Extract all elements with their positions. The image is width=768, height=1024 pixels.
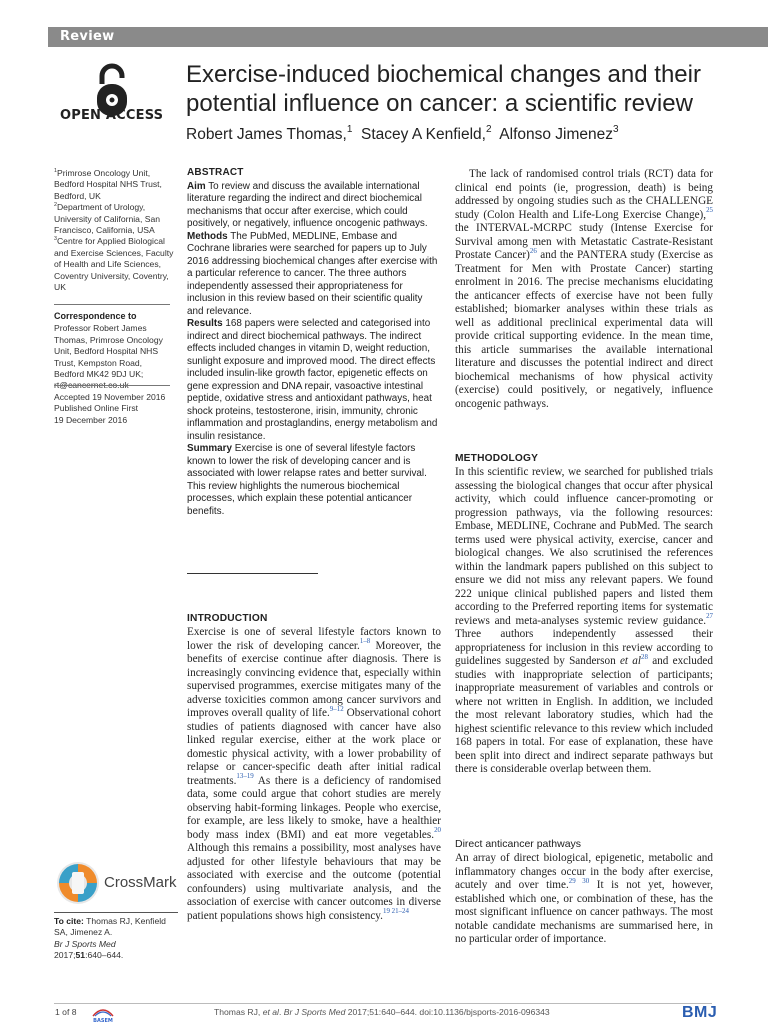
abstract-summary: Summary Exercise is one of several lifestyle factors known to lower the risk of developing cancer and is associated with lower relapse rates and better survival. This review highlights the numerous biochemical processes, which explain these potential anticancer benefits. [187, 443, 427, 517]
reference-link[interactable]: 13–19 [236, 772, 254, 781]
section-label: Review [60, 29, 115, 44]
introduction-heading: INTRODUCTION [187, 613, 268, 624]
accepted-date: Accepted 19 November 2016 [54, 392, 166, 402]
intro-continued-paragraph: The lack of randomised control trials (RCT) data for clinical end points (ie, progression, death) is being addressed by ongoing studies such as the CHALLENGE study (Colon Health and Life-Long Exercise Change),$^{25}$ the INTERVAL-MCRPC study (Intense Exercise for Survival among men with Metastatic Castrate-Resistant Prostate Cancer)$^{26}$ and the PANTERA study (Exercise as Treatment for Men with Prostate Cancer) starting enrolment in 2016. The precise mechanisms elucidating the anticancer effects of exercise have not been fully established; biomarker analyses within these trials as well as additional preclinical experimental data will provide critical supporting evidence. In the mean time, this article summarises the available international literature and discusses the potential indirect and direct biochemical mechanisms of how physical activity (exercise) could positively, or negatively, influence oncogenic pathways. [455, 168, 713, 410]
article-dates [54, 392, 174, 426]
section-header-bar [48, 27, 768, 47]
author-name[interactable]: Robert James Thomas, [186, 126, 347, 143]
abstract [187, 167, 440, 518]
sidebar-divider [54, 304, 170, 305]
svg-text:BASEM: BASEM [93, 1018, 113, 1024]
intro-continued [455, 168, 713, 411]
crossmark-label[interactable]: CrossMark [104, 874, 177, 891]
reference-link[interactable]: 19 21–24 [382, 907, 409, 916]
abstract-methods: Methods The PubMed, MEDLINE, Embase and Cochrane libraries were searched for papers up to July 2016 addressing biochemical changes after exercise with a particular reference to cancer. The three authors independently assessed their appropriateness for inclusion in this review based on their scientific quality and relevance. [187, 230, 438, 317]
published-label: Published Online First [54, 403, 139, 414]
affiliation-item: $^1$Primrose Oncology Unit, Bedford Hospital NHS Trust, Bedford, UK [54, 167, 162, 201]
cite-authors: Thomas RJ, Kenfield SA, Jimenez A. [54, 916, 166, 938]
reference-link[interactable]: 9–12 [329, 704, 344, 713]
footer-divider [54, 1003, 712, 1004]
affiliations [54, 168, 174, 293]
published-date: 19 December 2016 [54, 414, 128, 425]
direct-pathways-paragraph: An array of direct biological, epigenetic, metabolic and inflammatory changes occur in the body after exercise, acutely and over time.$^{29 30}$ It is not yet, however, established which one, or combination of these, has the most significant influence on cancer pathways. The most notable candidate mechanisms are summarised here, in no particular order of importance. [455, 852, 714, 945]
reference-link[interactable]: 1–8 [359, 637, 371, 646]
cite-heading: To cite: [54, 916, 84, 926]
author-name[interactable]: Alfonso Jimenez [499, 126, 614, 143]
doi-link[interactable]: 2017;51:640–644. doi:10.1136/bjsports-2016-096343 [345, 1007, 550, 1017]
cite-volume: 51 [75, 950, 86, 961]
article-title: Exercise-induced biochemical changes and their potential influence on cancer: a scientific review [186, 61, 701, 117]
bmj-logo[interactable]: BMJ [682, 1004, 718, 1021]
reference-link[interactable]: 25 [706, 206, 713, 215]
correspondence [54, 311, 174, 392]
affiliation-marker: 3 [613, 123, 619, 135]
introduction-paragraph: Exercise is one of several lifestyle factors known to lower the risk of developing cancer.$^{1-8}$ Moreover, the benefits of exercise continue after diagnosis. There is increasingly convincing evidence that, especially within supervised programmes, exercise mitigates many of the adverse toxicities common among cancer survivors and improves overall quality of life.$^{9-12}$ Observational cohort studies of patients diagnosed with cancer have also linked regular exercise, either at the work place or domestic physical activity, with a lower probability of relapse or cancer-specific death after initial radical treatments.$^{13-19}$ As there is a deficiency of randomised data, some could argue that cohort studies are merely observing habit-forming linkages. People who exercise, for example, are less likely to smoke, have a healthier body mass index (BMI) and eat more vegetables.$^{20}$ Although this remains a possibility, most analyses have adjusted for other lifestyle behaviours that may be associated with exercise and the outcome (potential confounders) using multivariate analysis, and the association of exercise with cancer outcomes in diverse patient populations shows high consistency.$^{19 21-24}$ [187, 626, 442, 922]
citation-box: To cite: Thomas RJ, Kenfield SA, Jimenez A. Br J Sports Med 2017;51:640–644. [54, 912, 178, 962]
correspondence-text[interactable]: Professor Robert James Thomas, Primrose Oncology Unit, Bedford Hospital NHS Trust, Kempston Road, Bedford MK42 9DJ UK; [54, 323, 163, 380]
author-name[interactable]: Stacey A Kenfield, [361, 126, 486, 143]
affiliation-item: $^2$Department of Urology, University of California, San Francisco, California, USA [54, 201, 161, 236]
cite-journal: Br J Sports Med [54, 938, 116, 949]
affiliation-marker: 2 [485, 123, 492, 135]
page-number: 1 of 8 [55, 1007, 77, 1017]
affiliation-item: $^3$Centre for Applied Biological and Exercise Sciences, Faculty of Health and Life Sciences, Coventry University, Coventry, UK [54, 236, 174, 293]
basem-logo-icon [88, 1004, 118, 1024]
reference-link[interactable]: 29 30 [568, 876, 590, 885]
abstract-aim: Aim To review and discuss the available international literature regarding the indirect and direct biochemical mechanisms that occur after exercise, which could positively, or negatively, influence oncogenic pathways. [187, 180, 428, 229]
reference-link[interactable]: 28 [641, 652, 648, 661]
direct-pathways-section [455, 838, 713, 947]
reference-link[interactable]: 20 [434, 826, 441, 835]
abstract-divider [187, 573, 318, 574]
footer-citation: Thomas RJ, et al. Br J Sports Med 2017;51:640–644. doi:10.1136/bjsports-2016-096343 [214, 1007, 550, 1017]
reference-link[interactable]: 26 [529, 246, 537, 255]
open-access-label: OPEN ACCESS [60, 108, 164, 123]
introduction-section [187, 613, 441, 923]
methodology-paragraph: In this scientific review, we searched for published trials assessing the biological changes that occur after physical activity, which could influence cancer-promoting or progression pathways, via the following resources: Embase, MEDLINE, Cochrane and PubMed. The search terms used were physical activity, exercise, cancer and biological changes. We also scrutinised the references within the landmark papers published on this subject to ensure we did not miss any relevant papers. We found 222 unique clinical published papers and listed them according to the Preferred reporting items for systematic reviews and meta-analyses systemic review guidance.$^{27}$ Three authors independently assessed their appropriateness for inclusion in this review according to guidelines suggested by Sanderson et al$^{28}$ and excluded studies with inappropriate selection of participants; inappropriate measurement of variables and controls or where not written in English. In addition, we included the most relevant laboratory studies, which had the highest scientific relevance to this review which included 168 papers in total. For ease of explanation, these have been split into direct and indirect separate pathways but there is considerable overlap between them. [455, 466, 713, 775]
reference-link[interactable]: 27 [706, 612, 713, 621]
abstract-results: Results 168 papers were selected and categorised into indirect and direct biochemical pathways. The indirect effects included changes in vitamin D, weight reduction, sunlight exposure and improved mood. The direct effects included insulin-like growth factor, epigenetic effects on gene expression and DNA repair, vasoactive intestinal peptide, oxidative stress and antioxidant pathways, heat shock proteins, testosterone, irisin, immunity, chronic inflammation and prostaglandins, energy metabolism and insulin resistance. [187, 318, 438, 442]
methodology-heading: METHODOLOGY [455, 453, 539, 464]
direct-pathways-heading: Direct anticancer pathways [455, 838, 582, 850]
author-list [186, 123, 619, 144]
methodology-section [455, 453, 713, 777]
affiliation-marker: 1 [346, 123, 353, 135]
correspondence-heading: Correspondence to [54, 311, 137, 321]
sidebar-divider [54, 385, 170, 386]
abstract-heading: ABSTRACT [187, 167, 244, 178]
